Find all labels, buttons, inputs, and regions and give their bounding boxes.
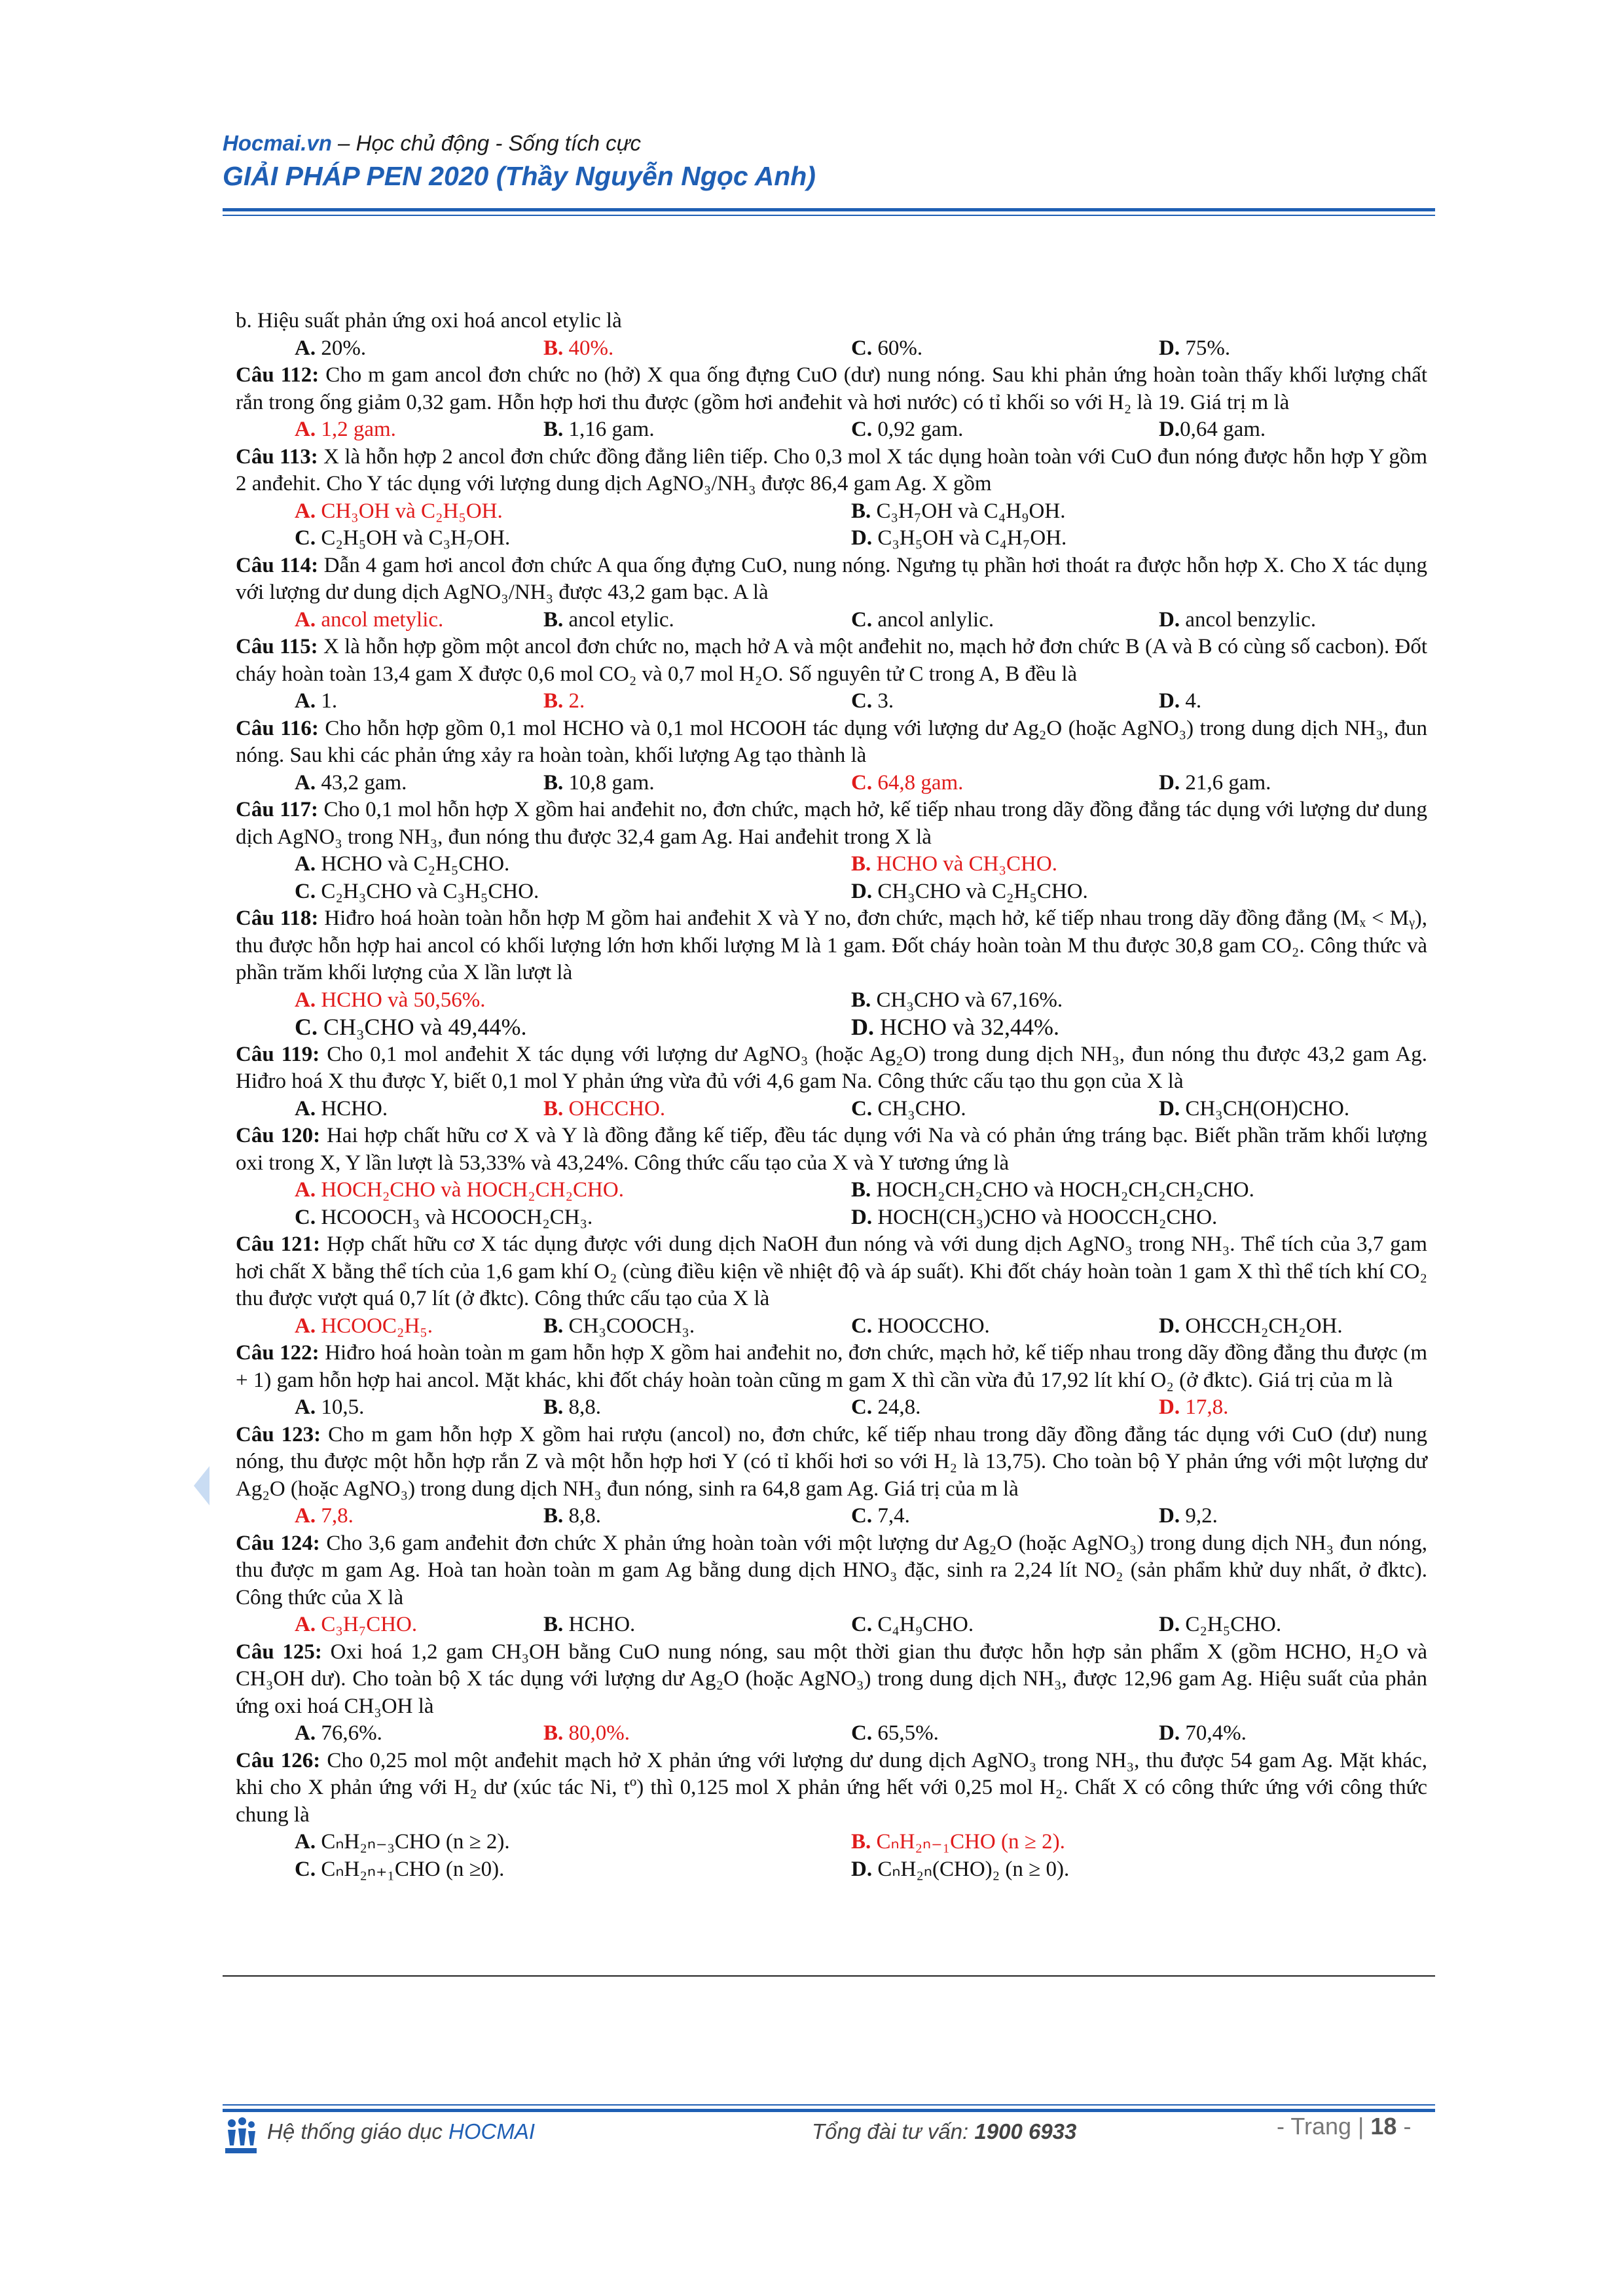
option-key: B. bbox=[543, 770, 564, 795]
question-number: Câu 112: bbox=[236, 363, 319, 387]
option-value: ancol anlylic. bbox=[872, 607, 994, 632]
option-value: CH₃COOCH₃. bbox=[563, 1314, 695, 1338]
question-number: Câu 123: bbox=[236, 1422, 321, 1446]
option-key: C. bbox=[851, 1096, 873, 1121]
option-value: 3. bbox=[872, 689, 894, 713]
option-value: 7,8. bbox=[316, 1504, 354, 1528]
option-value: HCHO. bbox=[563, 1613, 636, 1636]
page-number-value: 18 bbox=[1370, 2113, 1397, 2140]
footer-rule-thin bbox=[223, 2104, 1435, 2106]
answer-options bbox=[236, 770, 1427, 797]
option-key: A. bbox=[295, 689, 316, 713]
option-indent bbox=[236, 1503, 295, 1530]
option-d[interactable] bbox=[851, 1014, 1427, 1041]
option-b[interactable] bbox=[851, 987, 1427, 1014]
option-b[interactable] bbox=[543, 1503, 851, 1530]
question-text bbox=[236, 905, 1427, 987]
question-text bbox=[236, 308, 1427, 335]
option-value: 8,8. bbox=[563, 1504, 602, 1528]
option-value: HCOOC₂H₅. bbox=[316, 1314, 433, 1338]
option-indent bbox=[236, 1204, 295, 1232]
option-value: C₃H₇CHO. bbox=[316, 1613, 418, 1636]
option-d[interactable] bbox=[1159, 1394, 1427, 1422]
option-d[interactable] bbox=[1159, 1611, 1427, 1639]
option-key: B. bbox=[543, 1314, 564, 1338]
footer-brand[interactable]: HOCMAI bbox=[448, 2119, 536, 2144]
questions-content bbox=[236, 308, 1427, 1883]
option-value: CₙH₂ₙ(CHO)₂ (n ≥ 0). bbox=[872, 1857, 1070, 1881]
option-d[interactable] bbox=[851, 1204, 1427, 1232]
option-value: OHCCH₂CH₂OH. bbox=[1180, 1314, 1343, 1338]
option-key: A. bbox=[295, 1178, 316, 1202]
question-body: Cho m gam hỗn hợp X gồm hai rượu (ancol) no, đơn chức, kế tiếp nhau trong dãy đồng đẳng tác dụng với CuO (dư) nung nóng, thu được một hỗn hợp rắn Z và một hỗn hợp hơi Y (có tỉ khối hơi so với H₂ là 13,75). Cho toàn bộ Y phản ứng với một lượng dư Ag₂O (hoặc AgNO₃) trong dung dịch NH₃ đun nóng, sinh ra 64,8 gam Ag. Giá trị của m là bbox=[236, 1422, 1427, 1501]
footer-system bbox=[267, 2119, 535, 2144]
option-indent bbox=[236, 416, 295, 444]
option-key: A. bbox=[295, 852, 316, 876]
option-key: C. bbox=[851, 1613, 873, 1636]
option-key: B. bbox=[543, 1096, 564, 1121]
question-number: Câu 117: bbox=[236, 798, 318, 821]
option-indent bbox=[236, 498, 295, 526]
option-key: D. bbox=[1159, 1504, 1180, 1528]
option-key: D. bbox=[1159, 1096, 1180, 1121]
answer-options bbox=[236, 335, 1427, 363]
option-d[interactable] bbox=[1159, 1313, 1427, 1340]
side-arrow-icon bbox=[194, 1466, 210, 1505]
option-c[interactable] bbox=[295, 1856, 851, 1884]
option-value: HCHO và 32,44%. bbox=[874, 1014, 1059, 1040]
course-title: GIẢI PHÁP PEN 2020 (Thầy Nguyễn Ngọc Anh) bbox=[223, 161, 816, 191]
option-value: C₂H₅OH và C₃H₇OH. bbox=[316, 526, 511, 550]
option-value: HCHO và 50,56%. bbox=[316, 988, 486, 1012]
header-rule-thin bbox=[223, 215, 1435, 216]
option-value: 43,2 gam. bbox=[316, 770, 407, 795]
option-indent bbox=[236, 1720, 295, 1748]
page-prefix: - Trang | bbox=[1277, 2113, 1371, 2140]
option-key: C. bbox=[851, 607, 873, 632]
question-body: Cho 0,25 mol một anđehit mạch hở X phản ứng với lượng dư dung dịch AgNO₃ trong NH₃, thu được 54 gam Ag. Mặt khác, khi cho X phản ứng với H₂ dư (xúc tác Ni, tº) thì 0,125 mol X phản ứng hết với 0,25 mol H₂. Chất X có công thức ứng với công thức chung là bbox=[236, 1748, 1427, 1827]
option-key: A. bbox=[295, 499, 316, 523]
option-a[interactable] bbox=[295, 416, 543, 444]
question-number: Câu 120: bbox=[236, 1124, 321, 1147]
option-key: D. bbox=[1159, 418, 1180, 441]
question-number: Câu 122: bbox=[236, 1341, 319, 1365]
option-indent bbox=[236, 1829, 295, 1856]
option-c[interactable] bbox=[851, 1096, 1159, 1123]
answer-options bbox=[236, 416, 1427, 444]
option-indent bbox=[236, 1394, 295, 1422]
option-value: 4. bbox=[1180, 689, 1202, 713]
option-key: C. bbox=[295, 1205, 316, 1229]
option-value: ancol etylic. bbox=[563, 607, 674, 632]
option-indent bbox=[236, 688, 295, 715]
question-body: Oxi hoá 1,2 gam CH₃OH bằng CuO nung nóng, sau một thời gian thu được hỗn hợp sản phẩm X (gồm HCHO, H₂O và CH₃OH dư). Cho toàn bộ X tác dụng với lượng dư Ag₂O (hoặc AgNO₃) trong dung dịch NH₃, được 12,96 gam Ag. Hiệu suất của phản ứng oxi hoá CH₃OH là bbox=[236, 1640, 1427, 1718]
question-number: Câu 119: bbox=[236, 1042, 320, 1066]
question-body: Hiđro hoá hoàn toàn hỗn hợp M gồm hai anđehit X và Y no, đơn chức, mạch hở, kế tiếp nhau trong dãy đồng đẳng (Mₓ < Mᵧ), thu được hỗn hợp hai ancol có khối lượng lớn hơn khối lượng M là 1 gam. Đốt cháy hoàn toàn M thu được 30,8 gam CO₂. Công thức và phần trăm khối lượng của X lần lượt là bbox=[236, 906, 1427, 984]
answer-options bbox=[236, 851, 1427, 905]
question-text bbox=[236, 1041, 1427, 1096]
option-value: 21,6 gam. bbox=[1180, 770, 1271, 795]
question-text bbox=[236, 1340, 1427, 1394]
option-key: D. bbox=[1159, 1395, 1180, 1419]
option-value: 2. bbox=[563, 689, 585, 713]
option-value: 75%. bbox=[1180, 336, 1231, 360]
option-c[interactable] bbox=[851, 335, 1159, 363]
question-body: Cho 3,6 gam anđehit đơn chức X phản ứng hoàn toàn với một lượng dư Ag₂O (hoặc AgNO₃) trong dung dịch NH₃ đun nóng, thu được m gam Ag. Hoà tan hoàn toàn m gam Ag bằng dung dịch HNO₃ đặc, sinh ra 2,24 lít NO₂ (sản phẩm khử duy nhất, ở đktc). Công thức của X là bbox=[236, 1531, 1427, 1609]
question-body: X là hỗn hợp 2 ancol đơn chức đồng đẳng liên tiếp. Cho 0,3 mol X tác dụng hoàn toàn với CuO đun nóng được hỗn hợp Y gồm 2 anđehit. Cho Y tác dụng với lượng dung dịch AgNO₃/NH₃ được 86,4 gam Ag. X gồm bbox=[236, 444, 1427, 495]
question-number: Câu 116: bbox=[236, 716, 319, 740]
option-a[interactable] bbox=[295, 1829, 851, 1856]
option-key: B. bbox=[543, 1613, 564, 1636]
option-b[interactable] bbox=[851, 1177, 1427, 1204]
option-c[interactable] bbox=[851, 1313, 1159, 1340]
option-d[interactable] bbox=[1159, 770, 1427, 797]
option-value: 0,64 gam. bbox=[1180, 418, 1266, 441]
page-number bbox=[1277, 2113, 1411, 2140]
option-value: HOCH₂CH₂CHO và HOCH₂CH₂CH₂CHO. bbox=[871, 1178, 1254, 1202]
option-key: D. bbox=[1159, 1613, 1180, 1636]
answer-options bbox=[236, 1720, 1427, 1748]
option-a[interactable] bbox=[295, 851, 851, 878]
option-key: A. bbox=[295, 1721, 316, 1745]
option-key: D. bbox=[851, 1857, 873, 1881]
option-key: C. bbox=[851, 336, 873, 360]
option-key: C. bbox=[851, 1504, 873, 1528]
option-b[interactable] bbox=[851, 851, 1427, 878]
option-key: C. bbox=[851, 418, 873, 441]
option-indent bbox=[236, 851, 295, 878]
option-indent bbox=[236, 770, 295, 797]
option-value: 10,8 gam. bbox=[563, 770, 655, 795]
option-key: A. bbox=[295, 770, 316, 795]
option-key: B. bbox=[851, 988, 871, 1012]
option-value: CₙH₂ₙ₋₁CHO (n ≥ 2). bbox=[871, 1830, 1065, 1854]
option-c[interactable] bbox=[851, 1611, 1159, 1639]
option-c[interactable] bbox=[851, 688, 1159, 715]
content-end-rule bbox=[223, 1975, 1435, 1977]
question-body: Dẫn 4 gam hơi ancol đơn chức A qua ống đựng CuO, nung nóng. Ngưng tụ phần hơi thoát ra được hỗn hợp X. Cho X tác dụng với lượng dư dung dịch AgNO₃/NH₃ được 43,2 gam bạc. A là bbox=[236, 553, 1427, 604]
option-key: C. bbox=[295, 526, 316, 550]
option-key: B. bbox=[543, 689, 564, 713]
answer-options bbox=[236, 1829, 1427, 1883]
header-tagline bbox=[223, 131, 816, 156]
option-value: 65,5%. bbox=[872, 1721, 939, 1745]
option-key: D. bbox=[851, 526, 873, 550]
option-key: C. bbox=[851, 1721, 873, 1745]
footer-rule-thick bbox=[223, 2109, 1435, 2112]
option-key: A. bbox=[295, 988, 316, 1012]
option-d[interactable] bbox=[1159, 416, 1427, 444]
option-a[interactable] bbox=[295, 335, 543, 363]
question-body: Cho 0,1 mol anđehit X tác dụng với lượng dư AgNO₃ (hoặc Ag₂O) trong dung dịch NH₃, đun nóng thu được 43,2 gam Ag. Hiđro hoá X thu được Y, biết 0,1 mol Y phản ứng vừa đủ với 4,6 gam Na. Công thức cấu tạo thu gọn của X là bbox=[236, 1042, 1427, 1093]
option-value: ancol metylic. bbox=[316, 607, 444, 632]
question-number: Câu 124: bbox=[236, 1531, 320, 1555]
header-slogan: – Học chủ động - Sống tích cực bbox=[331, 131, 642, 155]
option-a[interactable] bbox=[295, 770, 543, 797]
option-d[interactable] bbox=[851, 1856, 1427, 1884]
option-value: 76,6%. bbox=[316, 1721, 382, 1745]
option-b[interactable] bbox=[543, 1313, 851, 1340]
question-body: Hợp chất hữu cơ X tác dụng được với dung dịch NaOH đun nóng và với dung dịch AgNO₃ trong NH₃. Thể tích của 3,7 gam hơi chất X bằng thể tích của 1,6 gam khí O₂ (cùng điều kiện về nhiệt độ và áp suất). Khi đốt cháy hoàn toàn 1 gam X thì thể tích khí CO₂ thu được vượt quá 0,7 lít (ở đktc). Công thức cấu tạo của X là bbox=[236, 1232, 1427, 1310]
option-key: D. bbox=[1159, 1721, 1180, 1745]
option-key: D. bbox=[1159, 1314, 1180, 1338]
answer-options bbox=[236, 1503, 1427, 1530]
option-key: B. bbox=[543, 607, 564, 632]
question-number: Câu 125: bbox=[236, 1640, 322, 1664]
footer-hotline-label: Tổng đài tư vấn: bbox=[812, 2119, 975, 2144]
option-a[interactable] bbox=[295, 1611, 543, 1639]
option-key: A. bbox=[295, 1504, 316, 1528]
question-body: Cho m gam ancol đơn chức no (hở) X qua ống đựng CuO (dư) nung nóng. Sau khi phản ứng hoàn toàn thấy khối lượng chất rắn trong ống giảm 0,32 gam. Hỗn hợp hơi thu được (gồm hơi anđehit và hơi nước) có tỉ khối so với H₂ là 19. Giá trị m là bbox=[236, 363, 1428, 414]
option-key: C. bbox=[851, 1314, 873, 1338]
option-value: HCHO và C₂H₅CHO. bbox=[316, 852, 510, 876]
option-b[interactable] bbox=[851, 498, 1427, 526]
answer-options bbox=[236, 1313, 1427, 1340]
site-name[interactable]: Hocmai.vn bbox=[223, 131, 332, 155]
option-c[interactable] bbox=[851, 770, 1159, 797]
question-text bbox=[236, 362, 1427, 416]
option-a[interactable] bbox=[295, 688, 543, 715]
option-key: B. bbox=[851, 1178, 871, 1202]
option-value: C₂H₅CHO. bbox=[1180, 1613, 1282, 1636]
option-value: CH₃CHO và 49,44%. bbox=[318, 1014, 527, 1040]
option-a[interactable] bbox=[295, 1394, 543, 1422]
option-value: 1. bbox=[316, 689, 338, 713]
option-key: C. bbox=[295, 1857, 316, 1881]
option-value: 0,92 gam. bbox=[872, 418, 964, 441]
option-a[interactable] bbox=[295, 1503, 543, 1530]
option-value: 20%. bbox=[316, 336, 367, 360]
option-value: 70,4%. bbox=[1180, 1721, 1247, 1745]
option-value: 1,2 gam. bbox=[316, 418, 396, 441]
hocmai-logo-icon bbox=[223, 2115, 259, 2156]
option-key: B. bbox=[543, 1395, 564, 1419]
option-b[interactable] bbox=[543, 1611, 851, 1639]
question-number: Câu 114: bbox=[236, 553, 319, 577]
option-key: C. bbox=[851, 689, 873, 713]
question-body: Hiđro hoá hoàn toàn m gam hỗn hợp X gồm hai anđehit no, đơn chức, mạch hở, kế tiếp nhau trong dãy đồng đẳng thu được (m + 1) gam hỗn hợp hai ancol. Mặt khác, khi đốt cháy hoàn toàn cũng m gam X thì cần vừa đủ 17,92 lít khí O₂ (ở đktc). Giá trị của m là bbox=[236, 1341, 1427, 1392]
option-a[interactable] bbox=[295, 607, 543, 634]
option-a[interactable] bbox=[295, 1177, 851, 1204]
option-value: CH₃CHO. bbox=[872, 1096, 966, 1121]
footer-system-prefix: Hệ thống giáo dục bbox=[267, 2119, 449, 2144]
option-key: A. bbox=[295, 1096, 316, 1121]
option-key: C. bbox=[295, 1014, 318, 1040]
option-indent bbox=[236, 607, 295, 634]
option-value: HOCH(CH₃)CHO và HOOCCH₂CHO. bbox=[872, 1205, 1218, 1229]
option-b[interactable] bbox=[543, 1720, 851, 1748]
option-b[interactable] bbox=[543, 770, 851, 797]
option-c[interactable] bbox=[295, 1014, 851, 1041]
option-value: HCOOCH₃ và HCOOCH₂CH₃. bbox=[316, 1205, 593, 1229]
answer-options bbox=[236, 1177, 1427, 1231]
option-indent bbox=[236, 878, 295, 906]
option-value: 9,2. bbox=[1180, 1504, 1218, 1528]
footer-hotline-number: 1900 6933 bbox=[974, 2119, 1077, 2144]
option-key: D. bbox=[851, 879, 873, 903]
option-c[interactable] bbox=[295, 1204, 851, 1232]
option-key: B. bbox=[543, 1721, 564, 1745]
option-key: A. bbox=[295, 1830, 316, 1854]
option-indent bbox=[236, 1856, 295, 1884]
option-c[interactable] bbox=[851, 1720, 1159, 1748]
option-value: HOOCCHO. bbox=[872, 1314, 990, 1338]
option-value: 8,8. bbox=[563, 1395, 602, 1419]
question-text bbox=[236, 634, 1427, 688]
option-a[interactable] bbox=[295, 1313, 543, 1340]
option-key: B. bbox=[851, 499, 871, 523]
option-value: C₃H₇OH và C₄H₉OH. bbox=[871, 499, 1066, 523]
question-text bbox=[236, 1122, 1427, 1177]
option-value: 24,8. bbox=[872, 1395, 921, 1419]
answer-options bbox=[236, 1096, 1427, 1123]
option-value: C₃H₅OH và C₄H₇OH. bbox=[872, 526, 1067, 550]
option-d[interactable] bbox=[1159, 607, 1427, 634]
option-a[interactable] bbox=[295, 1096, 543, 1123]
option-key: A. bbox=[295, 336, 316, 360]
question-text bbox=[236, 444, 1427, 498]
option-key: D. bbox=[1159, 770, 1180, 795]
answer-options bbox=[236, 688, 1427, 715]
option-c[interactable] bbox=[851, 607, 1159, 634]
page-header bbox=[223, 131, 816, 192]
option-b[interactable] bbox=[543, 416, 851, 444]
option-key: B. bbox=[543, 418, 564, 441]
option-value: CₙH₂ₙ₊₁CHO (n ≥0). bbox=[316, 1857, 505, 1881]
question-body: b. Hiệu suất phản ứng oxi hoá ancol etylic là bbox=[236, 309, 622, 332]
option-key: D. bbox=[851, 1205, 873, 1229]
question-body: X là hỗn hợp gồm một ancol đơn chức no, mạch hở A và một anđehit no, mạch hở đơn chức B (A và B có cùng số cacbon). Đốt cháy hoàn toàn 13,4 gam X được 0,6 mol CO₂ và 0,7 mol H₂O. Số nguyên tử C trong A, B đều là bbox=[236, 635, 1427, 686]
option-d[interactable] bbox=[1159, 1503, 1427, 1530]
option-c[interactable] bbox=[851, 1503, 1159, 1530]
question-text bbox=[236, 1422, 1427, 1503]
option-b[interactable] bbox=[543, 1096, 851, 1123]
option-value: 60%. bbox=[872, 336, 923, 360]
answer-options bbox=[236, 987, 1427, 1041]
option-value: 17,8. bbox=[1180, 1395, 1229, 1419]
answer-options bbox=[236, 1394, 1427, 1422]
option-indent bbox=[236, 335, 295, 363]
answer-options bbox=[236, 607, 1427, 634]
option-key: D. bbox=[1159, 689, 1180, 713]
option-value: 80,0%. bbox=[563, 1721, 630, 1745]
option-value: CH₃CHO và 67,16%. bbox=[871, 988, 1063, 1012]
option-indent bbox=[236, 1177, 295, 1204]
option-key: D. bbox=[851, 1014, 874, 1040]
option-d[interactable] bbox=[1159, 1720, 1427, 1748]
option-key: A. bbox=[295, 1395, 316, 1419]
option-value: C₂H₃CHO và C₃H₅CHO. bbox=[316, 879, 539, 903]
option-indent bbox=[236, 525, 295, 552]
question-text bbox=[236, 715, 1427, 770]
option-key: B. bbox=[851, 1830, 871, 1854]
option-value: HOCH₂CHO và HOCH₂CH₂CHO. bbox=[316, 1178, 624, 1202]
option-d[interactable] bbox=[851, 878, 1427, 906]
page-suffix: - bbox=[1396, 2113, 1412, 2140]
option-value: CₙH₂ₙ₋₃CHO (n ≥ 2). bbox=[316, 1830, 510, 1854]
option-d[interactable] bbox=[1159, 1096, 1427, 1123]
option-value: 7,4. bbox=[872, 1504, 910, 1528]
option-indent bbox=[236, 1313, 295, 1340]
option-value: 1,16 gam. bbox=[563, 418, 655, 441]
question-text bbox=[236, 1231, 1427, 1313]
footer-hotline bbox=[812, 2119, 1076, 2144]
option-key: B. bbox=[543, 1504, 564, 1528]
option-key: D. bbox=[1159, 607, 1180, 632]
option-c[interactable] bbox=[295, 878, 851, 906]
answer-options bbox=[236, 1611, 1427, 1639]
option-indent bbox=[236, 1611, 295, 1639]
option-b[interactable] bbox=[543, 335, 851, 363]
option-b[interactable] bbox=[543, 607, 851, 634]
option-a[interactable] bbox=[295, 1720, 543, 1748]
option-value: 10,5. bbox=[316, 1395, 365, 1419]
option-b[interactable] bbox=[543, 1394, 851, 1422]
option-key: A. bbox=[295, 607, 316, 632]
option-b[interactable] bbox=[851, 1829, 1427, 1856]
option-value: HCHO và CH₃CHO. bbox=[871, 852, 1057, 876]
option-key: D. bbox=[1159, 336, 1180, 360]
option-a[interactable] bbox=[295, 987, 851, 1014]
option-indent bbox=[236, 987, 295, 1014]
option-c[interactable] bbox=[851, 416, 1159, 444]
answer-options bbox=[236, 498, 1427, 552]
option-key: A. bbox=[295, 418, 316, 441]
question-text bbox=[236, 1639, 1427, 1721]
option-value: OHCCHO. bbox=[563, 1096, 666, 1121]
option-value: 64,8 gam. bbox=[872, 770, 964, 795]
option-c[interactable] bbox=[851, 1394, 1159, 1422]
option-value: 40%. bbox=[563, 336, 614, 360]
option-b[interactable] bbox=[543, 688, 851, 715]
question-number: Câu 126: bbox=[236, 1748, 321, 1772]
option-value: CH₃CH(OH)CHO. bbox=[1180, 1096, 1350, 1121]
option-c[interactable] bbox=[295, 525, 851, 552]
option-indent bbox=[236, 1096, 295, 1123]
option-value: CH₃OH và C₂H₅OH. bbox=[316, 499, 503, 523]
option-key: C. bbox=[851, 1395, 873, 1419]
option-indent bbox=[236, 1014, 295, 1041]
option-value: CH₃CHO và C₂H₅CHO. bbox=[872, 879, 1088, 903]
option-key: A. bbox=[295, 1613, 316, 1636]
question-text bbox=[236, 1748, 1427, 1829]
question-number: Câu 115: bbox=[236, 635, 318, 658]
question-number: Câu 118: bbox=[236, 906, 319, 930]
option-key: B. bbox=[851, 852, 871, 876]
header-rule-thick bbox=[223, 208, 1435, 211]
option-value: HCHO. bbox=[316, 1096, 388, 1121]
option-value: C₄H₉CHO. bbox=[872, 1613, 974, 1636]
question-number: Câu 113: bbox=[236, 444, 318, 469]
question-text bbox=[236, 1530, 1427, 1612]
question-number: Câu 121: bbox=[236, 1232, 321, 1256]
question-text bbox=[236, 552, 1427, 607]
option-key: C. bbox=[851, 770, 873, 795]
question-body: Cho 0,1 mol hỗn hợp X gồm hai anđehit no, đơn chức, mạch hở, kế tiếp nhau trong dãy đồng đẳng tác dụng với lượng dư dung dịch AgNO₃ trong NH₃, đun nóng thu được 32,4 gam Ag. Hai anđehit trong X là bbox=[236, 798, 1427, 849]
option-key: A. bbox=[295, 1314, 316, 1338]
option-d[interactable] bbox=[1159, 688, 1427, 715]
option-a[interactable] bbox=[295, 498, 851, 526]
option-key: C. bbox=[295, 879, 316, 903]
question-body: Cho hỗn hợp gồm 0,1 mol HCHO và 0,1 mol HCOOH tác dụng với lượng dư Ag₂O (hoặc AgNO₃) trong dung dịch NH₃, đun nóng. Sau khi các phản ứng xảy ra hoàn toàn, khối lượng Ag tạo thành là bbox=[236, 716, 1427, 767]
option-value: ancol benzylic. bbox=[1180, 607, 1317, 632]
option-d[interactable] bbox=[851, 525, 1427, 552]
question-body: Hai hợp chất hữu cơ X và Y là đồng đẳng kế tiếp, đều tác dụng với Na và có phản ứng tráng bạc. Biết phần trăm khối lượng oxi trong X, Y lần lượt là 53,33% và 43,24%. Công thức cấu tạo của X và Y tương ứng là bbox=[236, 1124, 1427, 1175]
question-text bbox=[236, 797, 1427, 851]
option-d[interactable] bbox=[1159, 335, 1427, 363]
option-key: B. bbox=[543, 336, 564, 360]
